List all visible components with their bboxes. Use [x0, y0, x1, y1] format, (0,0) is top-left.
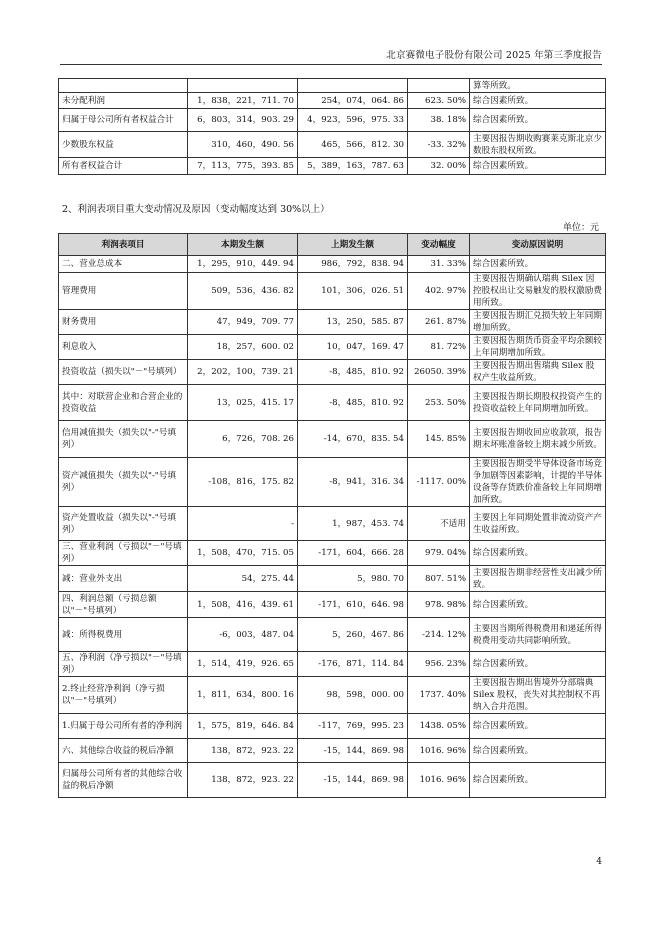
table-row	[59, 385, 606, 421]
table-row	[59, 132, 606, 158]
table-row	[59, 421, 606, 458]
cell-item: 归属于母公司所有者权益合计	[59, 109, 188, 132]
cell-change: 32. 00%	[408, 158, 470, 175]
cell-current: 6，726，708. 26	[188, 421, 298, 458]
cell-current: 13，025，415. 17	[188, 385, 298, 421]
cell-reason: 综合因素所致。	[470, 541, 606, 566]
cell-item: 1.归属于母公司所有者的净利润	[59, 714, 188, 739]
cell-item: 利息收入	[59, 335, 188, 360]
table-row	[59, 652, 606, 677]
cell-previous: 1，987，453. 74	[298, 507, 408, 541]
cell-previous: -8，485，810. 92	[298, 360, 408, 385]
cell-current: -6，003，487. 04	[188, 618, 298, 652]
income-statement-change-table	[58, 233, 606, 798]
table-row	[59, 256, 606, 273]
cell-reason: 主要因报告期出售境外分部瑞典 Silex 股权，丧失对其控制权不再纳入合并范围。	[470, 677, 606, 714]
cell-previous: -14，670，835. 54	[298, 421, 408, 458]
cell-item: 六、其他综合收益的税后净额	[59, 739, 188, 763]
cell-current: 138，872，923. 22	[188, 763, 298, 798]
cell-reason: 主要因当期所得税费用和递延所得税费用变动共同影响所致。	[470, 618, 606, 652]
report-header-title: 北京赛微电子股份有限公司 2025 年第三季度报告	[386, 50, 602, 61]
cell-reason: 综合因素所致。	[470, 592, 606, 618]
cell-reason: 主要因报告期非经营性支出减少所致。	[470, 566, 606, 592]
cell-reason: 主要因报告期汇兑损失较上年同期增加所致。	[470, 310, 606, 335]
cell-reason: 主要因报告期收回应收款项，报告期末坏账准备较上期末减少所致。	[470, 421, 606, 458]
header-divider	[60, 64, 602, 65]
cell-current: 2，202，100，739. 21	[188, 360, 298, 385]
table-header-row	[59, 234, 606, 256]
balance-sheet-change-table	[58, 78, 606, 175]
cell-current: 1，514，419，926. 65	[188, 652, 298, 677]
cell-reason: 主要因报告期长期股权投资产生的投资收益较上年同期增加所致。	[470, 385, 606, 421]
cell-reason: 综合因素所致。	[470, 714, 606, 739]
cell-item: 所有者权益合计	[59, 158, 188, 175]
cell-item: 二、营业总成本	[59, 256, 188, 273]
table-row	[59, 507, 606, 541]
cell-current: 6，803，314，903. 29	[188, 109, 298, 132]
cell-item: 三、营业利润（亏损以"－"号填列）	[59, 541, 188, 566]
cell-change: 253. 50%	[408, 385, 470, 421]
cell-change: 978. 98%	[408, 592, 470, 618]
cell-reason: 主要因上年同期处置非流动资产产生收益所致。	[470, 507, 606, 541]
cell-current: 7，113，775，393. 85	[188, 158, 298, 175]
cell-previous: 13，250，585. 87	[298, 310, 408, 335]
cell-change: 956. 23%	[408, 652, 470, 677]
cell-item: 其中：对联营企业和合营企业的投资收益	[59, 385, 188, 421]
table-row	[59, 273, 606, 310]
header-change: 变动幅度	[408, 234, 470, 256]
cell-item: 财务费用	[59, 310, 188, 335]
cell-change: 145. 85%	[408, 421, 470, 458]
cell-reason: 主要因报告期货币资金平均余额较上年同期增加所致。	[470, 335, 606, 360]
cell-reason: 主要因报告期收购赛莱克斯北京少数股东股权所致。	[470, 132, 606, 158]
table-row	[59, 677, 606, 714]
cell-previous: 98，598，000. 00	[298, 677, 408, 714]
table-row	[59, 592, 606, 618]
table-row	[59, 458, 606, 507]
cell-change	[408, 79, 470, 93]
cell-previous: 4，923，596，975. 33	[298, 109, 408, 132]
table-row	[59, 763, 606, 798]
cell-change: 31. 33%	[408, 256, 470, 273]
cell-change: 1737. 40%	[408, 677, 470, 714]
table-row	[59, 158, 606, 175]
cell-reason: 综合因素所致。	[470, 93, 606, 109]
cell-previous: 5，980. 70	[298, 566, 408, 592]
cell-reason: 主要因报告期确认瑞典 Silex 因控股权出让交易触发的股权激励费用所致。	[470, 273, 606, 310]
cell-current: 1，575，819，646. 84	[188, 714, 298, 739]
cell-reason: 算等所致。	[470, 79, 606, 93]
cell-current: 310，460，490. 56	[188, 132, 298, 158]
unit-label: 单位：元	[562, 223, 599, 233]
cell-change: 1438. 05%	[408, 714, 470, 739]
cell-change: 807. 51%	[408, 566, 470, 592]
cell-change: 38. 18%	[408, 109, 470, 132]
table-row	[59, 93, 606, 109]
cell-reason: 综合因素所致。	[470, 763, 606, 798]
cell-change: 81. 72%	[408, 335, 470, 360]
table-row	[59, 541, 606, 566]
cell-item: 少数股东权益	[59, 132, 188, 158]
cell-change: 1016. 96%	[408, 763, 470, 798]
cell-change: -1117. 00%	[408, 458, 470, 507]
table-row	[59, 566, 606, 592]
cell-previous	[298, 79, 408, 93]
cell-previous: -176，871，114. 84	[298, 652, 408, 677]
cell-current: -108，816，175. 82	[188, 458, 298, 507]
cell-current: 1，838，221，711. 70	[188, 93, 298, 109]
cell-change: -214. 12%	[408, 618, 470, 652]
cell-change: 623. 50%	[408, 93, 470, 109]
cell-item: 减：所得税费用	[59, 618, 188, 652]
cell-previous: 5，389，163，787. 63	[298, 158, 408, 175]
page-number: 4	[596, 857, 602, 867]
cell-item: 四、利润总额（亏损总额以"－"号填列）	[59, 592, 188, 618]
cell-item: 资产减值损失（损失以"-"号填列）	[59, 458, 188, 507]
table-row	[59, 360, 606, 385]
cell-item: 管理费用	[59, 273, 188, 310]
cell-previous: -171，604，666. 28	[298, 541, 408, 566]
cell-item: 减：营业外支出	[59, 566, 188, 592]
cell-previous: -117，769，995. 23	[298, 714, 408, 739]
cell-item: 信用减值损失（损失以"-"号填列）	[59, 421, 188, 458]
cell-previous: 10，047，169. 47	[298, 335, 408, 360]
cell-reason: 综合因素所致。	[470, 652, 606, 677]
cell-current: 1，295，910，449. 94	[188, 256, 298, 273]
cell-reason: 综合因素所致。	[470, 256, 606, 273]
table-row	[59, 310, 606, 335]
cell-change: 402. 97%	[408, 273, 470, 310]
cell-previous: -171，610，646. 98	[298, 592, 408, 618]
table-row	[59, 739, 606, 763]
cell-change: 26050. 39%	[408, 360, 470, 385]
cell-previous: 986，792，838. 94	[298, 256, 408, 273]
table-row	[59, 79, 606, 93]
header-current: 本期发生额	[188, 234, 298, 256]
cell-current: 47，949，709. 77	[188, 310, 298, 335]
cell-previous: 254，074，064. 86	[298, 93, 408, 109]
cell-previous: -8，485，810. 92	[298, 385, 408, 421]
cell-reason: 主要因报告期出售瑞典 Silex 股权产生收益所致。	[470, 360, 606, 385]
cell-reason: 综合因素所致。	[470, 158, 606, 175]
section-title: 2、利润表项目重大变动情况及原因（变动幅度达到 30%以上）	[62, 204, 330, 215]
cell-change: -33. 32%	[408, 132, 470, 158]
cell-current: 1，508，470，715. 05	[188, 541, 298, 566]
cell-current: -	[188, 507, 298, 541]
cell-item: 未分配利润	[59, 93, 188, 109]
cell-current: 138，872，923. 22	[188, 739, 298, 763]
cell-current: 18，257，600. 02	[188, 335, 298, 360]
cell-item: 资产处置收益（损失以"-"号填列）	[59, 507, 188, 541]
header-item: 利润表项目	[59, 234, 188, 256]
cell-current: 1，508，416，439. 61	[188, 592, 298, 618]
cell-current: 54，275. 44	[188, 566, 298, 592]
cell-previous: -15，144，869. 98	[298, 763, 408, 798]
table-row	[59, 109, 606, 132]
cell-previous: -8，941，316. 34	[298, 458, 408, 507]
cell-reason: 综合因素所致。	[470, 109, 606, 132]
header-previous: 上期发生额	[298, 234, 408, 256]
cell-previous: -15，144，869. 98	[298, 739, 408, 763]
cell-current: 509，536，436. 82	[188, 273, 298, 310]
cell-previous: 101，306，026. 51	[298, 273, 408, 310]
cell-change: 979. 04%	[408, 541, 470, 566]
table-row	[59, 618, 606, 652]
cell-change: 1016. 96%	[408, 739, 470, 763]
cell-current: 1，811，634，800. 16	[188, 677, 298, 714]
table-row	[59, 335, 606, 360]
cell-previous: 5，260，467. 86	[298, 618, 408, 652]
cell-current	[188, 79, 298, 93]
header-reason: 变动原因说明	[470, 234, 606, 256]
cell-item: 五、净利润（净亏损以"－"号填列）	[59, 652, 188, 677]
cell-change: 不适用	[408, 507, 470, 541]
cell-reason: 主要因报告期受半导体设备市场竞争加剧等因素影响，计提的半导体设备等存货跌价准备较上年同期增加所致。	[470, 458, 606, 507]
cell-item: 投资收益（损失以"－"号填列）	[59, 360, 188, 385]
cell-item: 归属母公司所有者的其他综合收益的税后净额	[59, 763, 188, 798]
cell-item	[59, 79, 188, 93]
table-row	[59, 714, 606, 739]
cell-previous: 465，566，812. 30	[298, 132, 408, 158]
cell-item: 2.终止经营净利润（净亏损以"－"号填列）	[59, 677, 188, 714]
cell-reason: 综合因素所致。	[470, 739, 606, 763]
cell-change: 261. 87%	[408, 310, 470, 335]
